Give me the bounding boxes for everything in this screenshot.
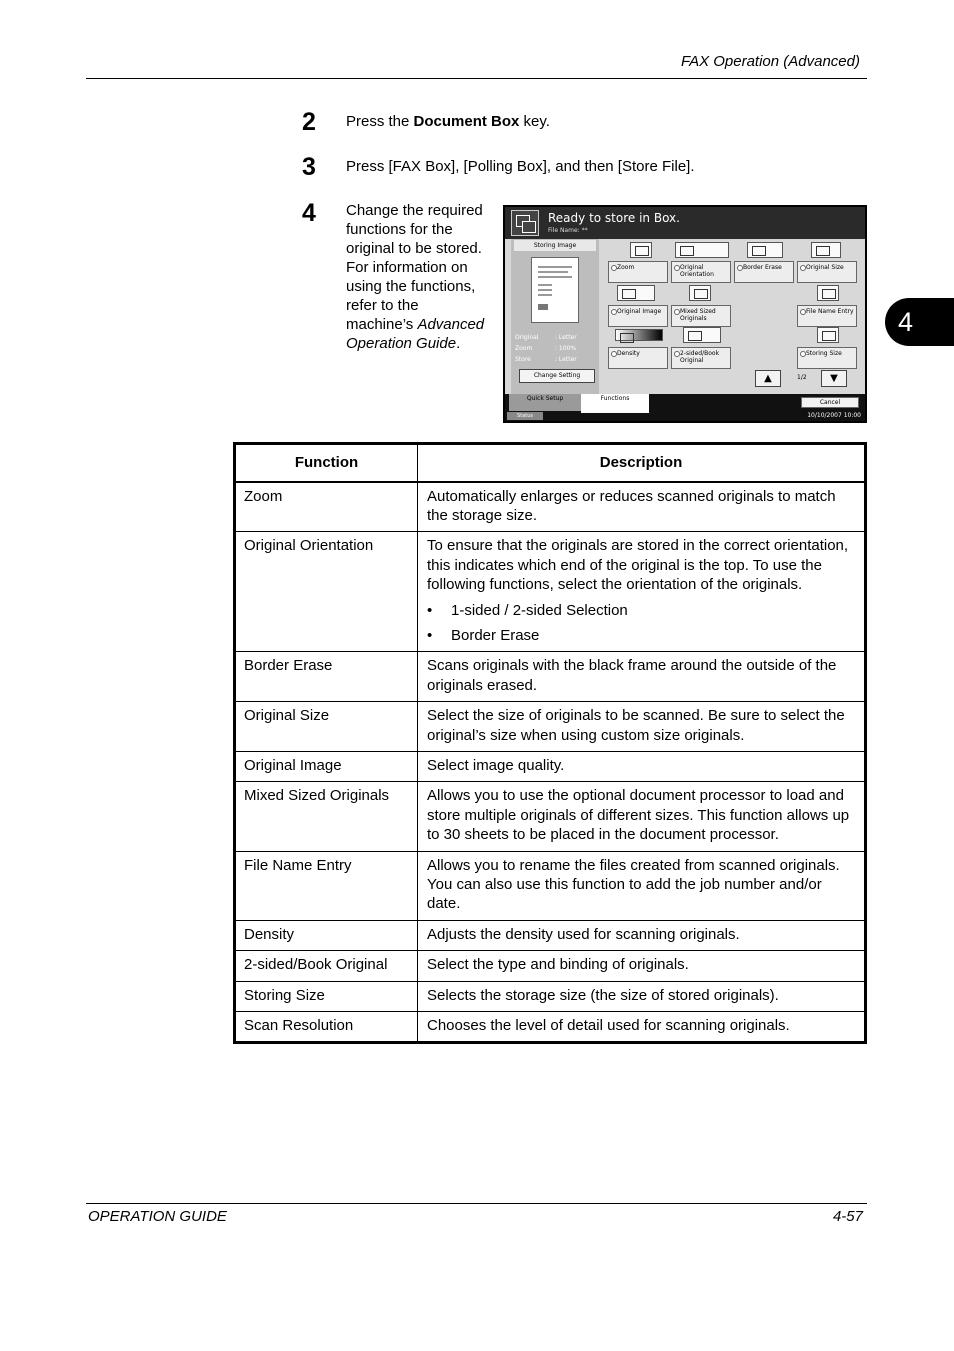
header-title: FAX Operation (Advanced) [681,53,860,70]
description-cell: Adjusts the density used for scanning originals. [418,920,866,950]
table-row [235,702,866,752]
description-cell: Allows you to use the optional document processor to load and store multiple originals of different sizes. This function allows up to 30 sheets to be placed in the document processor. [418,782,866,851]
column-header-description: Description [418,444,866,482]
function-cell: Original Size [235,702,418,752]
table-row [235,482,866,532]
step-text: Change the required functions for the original to be stored. For information on using the functions, refer to the machine’s Advanced Operation Guide. [346,202,485,352]
function-cell: Storing Size [235,981,418,1011]
table-row [235,920,866,950]
function-cell: Original Image [235,751,418,781]
function-cell: 2-sided/Book Original [235,951,418,981]
step-text: Press the Document Box key. [346,113,550,130]
table-row [235,782,866,851]
border-erase-icon [747,242,783,258]
header-rule [86,78,867,79]
function-cell: Original Orientation [235,532,418,652]
original-image-button[interactable]: Original Image [608,305,668,327]
step-number: 2 [302,108,316,136]
change-setting-button[interactable]: Change Setting [519,369,595,383]
function-table [233,442,867,1044]
screen-header [505,207,865,239]
page-down-arrow-icon[interactable]: ▼ [821,370,847,387]
description-cell: Allows you to rename the files created from scanned originals. You can also use this function to add the job number and/or date. [418,851,866,920]
status-button[interactable]: Status [507,412,543,420]
description-cell: Select image quality. [418,751,866,781]
description-cell: Scans originals with the black frame around the outside of the originals erased. [418,652,866,702]
density-icon [615,329,663,341]
step-number: 4 [302,199,316,227]
tab-quick-setup[interactable]: Quick Setup [509,394,581,411]
bullet-item: • Border Erase [427,626,856,645]
function-cell: File Name Entry [235,851,418,920]
table-row [235,981,866,1011]
storing-image-label: Storing Image [514,240,596,251]
border-erase-button[interactable]: Border Erase [734,261,794,283]
table-row [235,532,866,652]
description-cell: Chooses the level of detail used for scanning originals. [418,1012,866,1043]
document-box-icon [511,210,539,236]
tab-functions[interactable]: Functions [581,394,649,413]
info-zoom: Zoom : 100% [515,345,577,352]
original-size-icon [811,242,841,258]
bullet-item: • 1-sided / 2-sided Selection [427,601,856,620]
info-store: Store : Letter [515,356,577,363]
table-row [235,851,866,920]
table-row [235,652,866,702]
storing-size-icon [817,327,839,343]
footer-guide-title: OPERATION GUIDE [88,1208,227,1225]
mixed-sized-icon [689,285,711,301]
original-size-button[interactable]: Original Size [797,261,857,283]
device-screen [503,205,867,423]
description-cell: Select the size of originals to be scanned. Be sure to select the original’s size when using custom size originals. [418,702,866,752]
step-number: 3 [302,153,316,181]
original-image-icon [617,285,655,301]
column-header-function: Function [235,444,418,482]
function-cell: Zoom [235,482,418,532]
info-original: Original : Letter [515,334,577,341]
description-cell: To ensure that the originals are stored in the correct orientation, this indicates which end of the original is the top. To use the following functions, select the orientation of the originals. • 1-sided / 2-sided Selection • Border Erase [418,532,866,652]
file-name-entry-button[interactable]: File Name Entry [797,305,857,327]
orientation-icon [675,242,729,258]
duplex-icon [683,327,721,343]
table-row [235,1012,866,1043]
two-sided-book-button[interactable]: 2-sided/Book Original [671,347,731,369]
footer-rule [86,1203,867,1204]
density-button[interactable]: Density [608,347,668,369]
description-cell: Selects the storage size (the size of stored originals). [418,981,866,1011]
screen-file-name: File Name: ** [548,227,588,234]
table-row [235,951,866,981]
step-text: Press [FAX Box], [Polling Box], and then [Store File]. [346,158,695,175]
chapter-tab: 4 [885,298,954,346]
screen-status: Ready to store in Box. [548,211,680,225]
description-cell: Select the type and binding of originals. [418,951,866,981]
preview-paper-icon [531,257,579,323]
mixed-sized-originals-button[interactable]: Mixed Sized Originals [671,305,731,327]
cancel-button[interactable]: Cancel [801,397,859,408]
screen-footer [505,394,865,421]
zoom-button[interactable]: Zoom [608,261,668,283]
original-orientation-button[interactable]: Original Orientation [671,261,731,283]
footer-page-number: 4-57 [832,1208,863,1225]
screen-datetime: 10/10/2007 10:00 [807,412,861,419]
function-cell: Scan Resolution [235,1012,418,1043]
screen-body [505,239,865,394]
zoom-icon [630,242,652,258]
file-name-icon [817,285,839,301]
function-cell: Density [235,920,418,950]
function-cell: Mixed Sized Originals [235,782,418,851]
storing-size-button[interactable]: Storing Size [797,347,857,369]
description-cell: Automatically enlarges or reduces scanned originals to match the storage size. [418,482,866,532]
page-up-arrow-icon[interactable]: ▲ [755,370,781,387]
table-row [235,751,866,781]
page-indicator: 1/2 [797,374,807,381]
function-cell: Border Erase [235,652,418,702]
storing-image-panel [511,239,599,394]
table-header-row [235,444,866,482]
